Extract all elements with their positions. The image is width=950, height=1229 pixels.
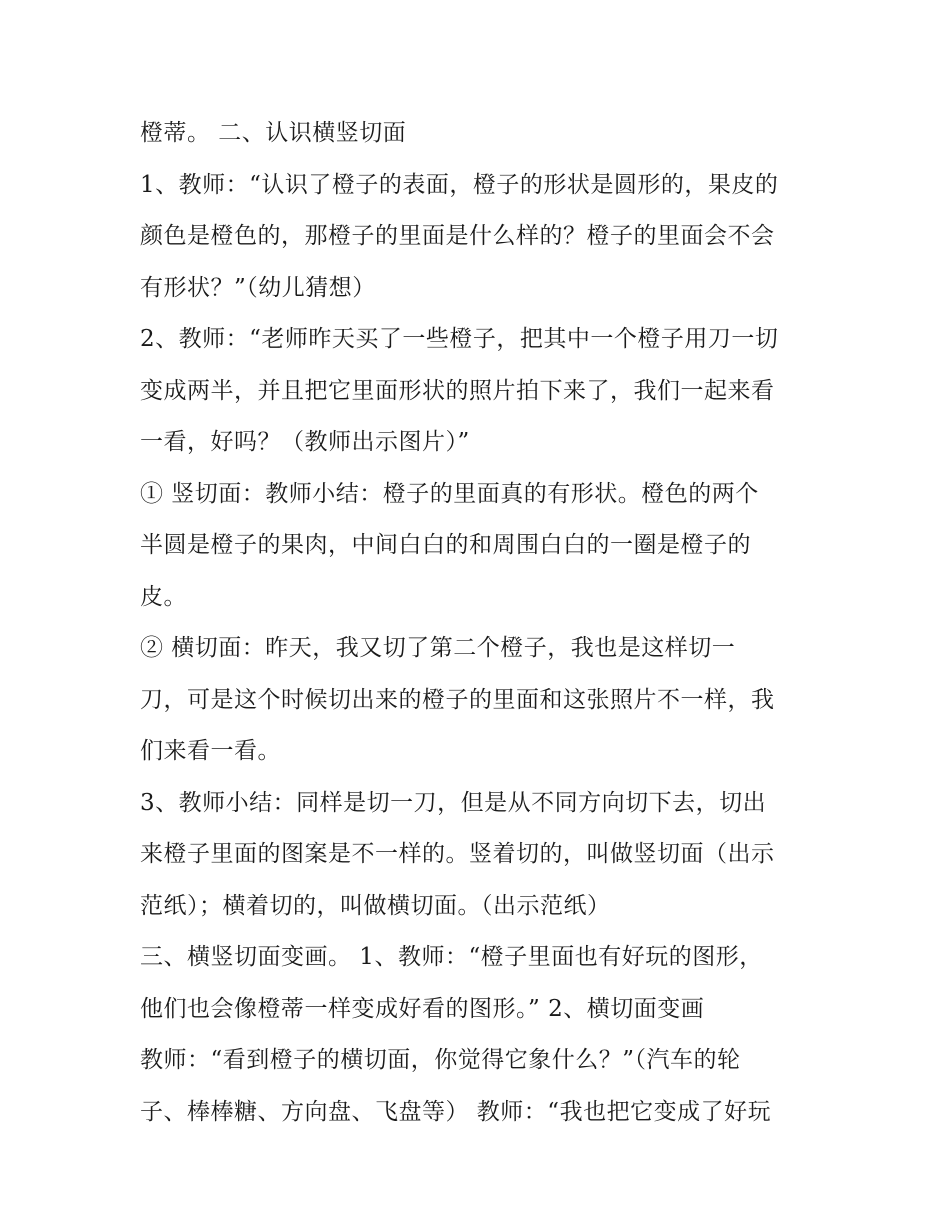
text-line: 他们也会像橙蒂一样变成好看的图形。” 2、横切面变画 [140,995,705,1022]
text-line: 颜色是橙色的，那橙子的里面是什么样的？橙子的里面会不会 [140,223,775,249]
text-line: 橙蒂。 二、认识横竖切面 [140,120,407,146]
text-line: 一看，好吗？（教师出示图片）” [140,429,470,455]
text-line: 子、棒棒糖、方向盘、飞盘等） 教师：“我也把它变成了好玩 [140,1098,772,1125]
text-line: 三、横竖切面变画。 1、教师：“橙子里面也有好玩的图形， [140,944,763,970]
text-line: 来橙子里面的图案是不一样的。竖着切的，叫做竖切面（出示 [140,841,775,867]
text-line: ① 竖切面：教师小结：橙子的里面真的有形状。橙色的两个 [140,480,759,507]
text-line: 皮。 [140,583,187,610]
text-line: ② 横切面：昨天，我又切了第二个橙子，我也是这样切一 [140,635,736,661]
document-body [140,108,820,1138]
text-line: 变成两半，并且把它里面形状的照片拍下来了，我们一起来看 [140,377,775,404]
text-line: 3、教师小结：同样是切一刀，但是从不同方向切下去，切出 [140,789,767,816]
text-line: 们来看一看。 [140,738,281,764]
text-line: 2、教师：“老师昨天买了一些橙子，把其中一个橙子用刀一切 [140,326,779,352]
text-line: 刀，可是这个时候切出来的橙子的里面和这张照片不一样，我 [140,686,775,713]
text-line: 教师：“看到橙子的横切面，你觉得它象什么？”（汽车的轮 [140,1047,741,1073]
text-line: 1、教师：“认识了橙子的表面，橙子的形状是圆形的，果皮的 [140,171,779,198]
text-line: 范纸）；横着切的，叫做横切面。（出示范纸） [140,892,611,919]
text-line: 半圆是橙子的果肉，中间白白的和周围白白的一圈是橙子的 [140,532,751,558]
text-line: 有形状？”（幼儿猜想） [140,274,376,301]
